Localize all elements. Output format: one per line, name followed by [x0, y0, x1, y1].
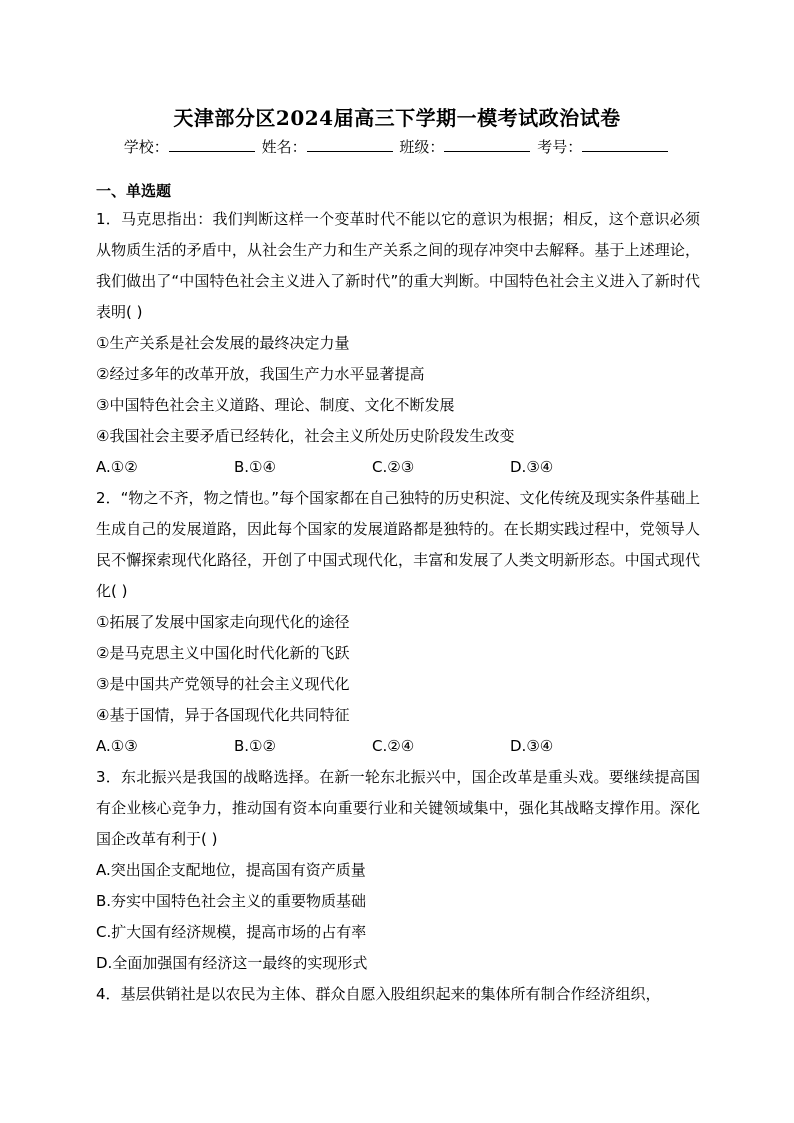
question-1-option-a: A.①② — [96, 458, 138, 476]
name-label: 姓名： — [261, 138, 307, 156]
question-3-stem: 3．东北振兴是我国的战略选择。在新一轮东北振兴中，国企改革是重头戏。要继续提高国有企业核心竞争力，推动国有资本向重要行业和关键领域集中，强化其战略支撑作用。深化国企改革有利于( ) — [96, 768, 700, 848]
question-1-statement-1: ①生产关系是社会发展的最终决定力量 — [96, 334, 350, 352]
question-3-option-c: C.扩大国有经济规模，提高市场的占有率 — [96, 923, 367, 941]
question-2-statement-1: ①拓展了发展中国家走向现代化的途径 — [96, 613, 350, 631]
section-title: 一、单选题 — [96, 182, 172, 200]
question-2-option-b: B.①② — [234, 737, 276, 755]
question-1-option-d: D.③④ — [510, 458, 554, 476]
question-1-stem: 1．马克思指出：我们判断这样一个变革时代不能以它的意识为根据；相反，这个意识必须从物质生活的矛盾中，从社会生产力和生产关系之间的现存冲突中去解释。基于上述理论，我们做出了“中国特色社会主义进入了新时代”的重大判断。中国特色社会主义进入了新时代表明( ) — [96, 210, 700, 321]
question-3-option-b: B.夯实中国特色社会主义的重要物质基础 — [96, 892, 367, 910]
question-2-options — [96, 731, 700, 762]
school-label: 学校： — [123, 138, 169, 156]
question-2-option-d: D.③④ — [510, 737, 554, 755]
question-2-stem: 2．“物之不齐，物之情也。”每个国家都在自己独特的历史积淀、文化传统及现实条件基础上生成自己的发展道路，因此每个国家的发展道路都是独特的。在长期实践过程中，党领导人民不懈探索现代化路径，开创了中国式现代化，丰富和发展了人类文明新形态。中国式现代化( ) — [96, 489, 700, 600]
question-1-statement-4: ④我国社会主要矛盾已经转化，社会主义所处历史阶段发生改变 — [96, 427, 515, 445]
question-2-statement-3: ③是中国共产党领导的社会主义现代化 — [96, 675, 350, 693]
exam-number-label: 考号： — [537, 138, 583, 156]
school-blank — [169, 137, 255, 152]
class-blank — [444, 137, 530, 152]
question-1-option-b: B.①④ — [234, 458, 276, 476]
class-label: 班级： — [399, 138, 445, 156]
name-blank — [307, 137, 393, 152]
question-1-statement-2: ②经过多年的改革开放，我国生产力水平显著提高 — [96, 365, 425, 383]
exam-number-blank — [582, 137, 668, 152]
question-2-option-a: A.①③ — [96, 737, 138, 755]
question-1-option-c: C.②③ — [372, 458, 415, 476]
question-2-statement-4: ④基于国情，异于各国现代化共同特征 — [96, 706, 350, 724]
question-1-statement-3: ③中国特色社会主义道路、理论、制度、文化不断发展 — [96, 396, 455, 414]
question-4-stem: 4．基层供销社是以农民为主体、群众自愿入股组织起来的集体所有制合作经济组织， — [96, 985, 661, 1003]
question-3-option-a: A.突出国企支配地位，提高国有资产质量 — [96, 861, 366, 879]
question-2-option-c: C.②④ — [372, 737, 415, 755]
student-info-line — [0, 136, 794, 157]
question-3-option-d: D.全面加强国有经济这一最终的实现形式 — [96, 954, 368, 972]
exam-title: 天津部分区2024届高三下学期一模考试政治试卷 — [173, 106, 621, 130]
question-1-options — [96, 452, 700, 483]
exam-content — [96, 178, 700, 1010]
question-2-statement-2: ②是马克思主义中国化时代化新的飞跃 — [96, 644, 350, 662]
